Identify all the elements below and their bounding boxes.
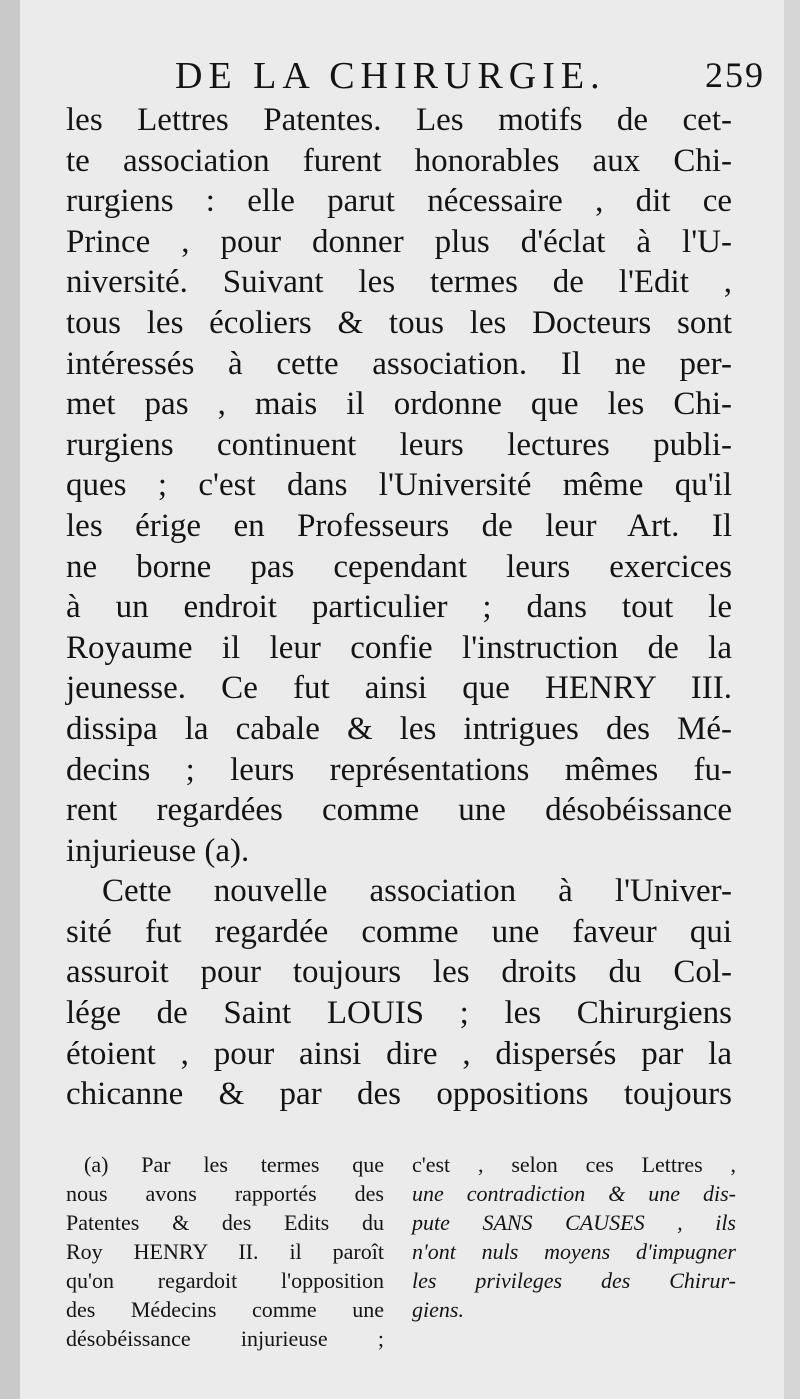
- text-line: injurieuse (a).: [66, 832, 250, 869]
- text-line: te association furent honorables aux Chi-: [66, 142, 732, 179]
- text-line: les érige en Professeurs de leur Art. Il: [66, 507, 732, 544]
- text-line: ne borne pas cependant leurs exercices: [66, 548, 732, 585]
- text-line: Cette nouvelle association à l'Univer-: [102, 873, 732, 910]
- text-line: met pas , mais il ordonne que les Chi-: [66, 386, 732, 423]
- text-line: étoient , pour ainsi dire , dispersés par la: [66, 1035, 732, 1072]
- page-left-edge: [0, 0, 20, 1399]
- text-line: decins ; leurs représentations mêmes fu-: [66, 751, 732, 788]
- footnote-line: Patentes & des Edits du: [66, 1210, 384, 1235]
- running-head-title: DE LA CHIRURGIE.: [175, 55, 606, 97]
- text-line: les Lettres Patentes. Les motifs de cet-: [66, 102, 732, 138]
- footnote-line: (a) Par les termes que: [84, 1152, 384, 1177]
- footnote-line: désobéissance injurieuse ;: [66, 1326, 384, 1351]
- footnote-left-column: [66, 1150, 384, 1353]
- text-line: niversité. Suivant les termes de l'Edit ,: [66, 264, 732, 301]
- text-line: ques ; c'est dans l'Université même qu'il: [66, 467, 732, 504]
- text-line: jeunesse. Ce fut ainsi que HENRY III.: [66, 670, 732, 707]
- footnote-right-column: [412, 1150, 736, 1324]
- text-line: assuroit pour toujours les droits du Col-: [66, 954, 732, 991]
- text-line: rent regardées comme une désobéissance: [66, 792, 732, 829]
- text-line: intéressés à cette association. Il ne per-: [66, 345, 732, 382]
- footnote-line: nous avons rapportés des: [66, 1181, 384, 1206]
- running-head: [175, 54, 765, 104]
- text-line: dissipa la cabale & les intrigues des Mé-: [66, 710, 732, 747]
- page-number: 259: [705, 55, 765, 95]
- text-line: Prince , pour donner plus d'éclat à l'U-: [66, 223, 732, 260]
- footnote-line: les privileges des Chirur-: [412, 1268, 736, 1293]
- body-text: [66, 100, 732, 1115]
- text-line: rurgiens continuent leurs lectures publi-: [66, 426, 732, 463]
- footnote-line: n'ont nuls moyens d'impugner: [412, 1239, 736, 1264]
- text-line: sité fut regardée comme une faveur qui: [66, 913, 732, 950]
- footnote-line: pute SANS CAUSES , ils: [412, 1210, 736, 1235]
- footnote-line: giens.: [412, 1297, 464, 1322]
- text-line: lége de Saint LOUIS ; les Chirurgiens: [66, 995, 732, 1032]
- text-line: tous les écoliers & tous les Docteurs sont: [66, 304, 732, 341]
- text-line: chicanne & par des oppositions toujours: [66, 1076, 732, 1113]
- text-line: à un endroit particulier ; dans tout le: [66, 589, 732, 626]
- text-line: rurgiens : elle parut nécessaire , dit ce: [66, 183, 732, 220]
- footnote-line: une contradiction & une dis-: [412, 1181, 736, 1206]
- footnote-line: c'est , selon ces Lettres ,: [412, 1152, 736, 1177]
- footnote-line: des Médecins comme une: [66, 1297, 384, 1322]
- page-right-edge: [784, 0, 800, 1399]
- footnote-line: Roy HENRY II. il paroît: [66, 1239, 384, 1264]
- footnote-line: qu'on regardoit l'opposition: [66, 1268, 384, 1293]
- text-line: Royaume il leur confie l'instruction de la: [66, 629, 732, 666]
